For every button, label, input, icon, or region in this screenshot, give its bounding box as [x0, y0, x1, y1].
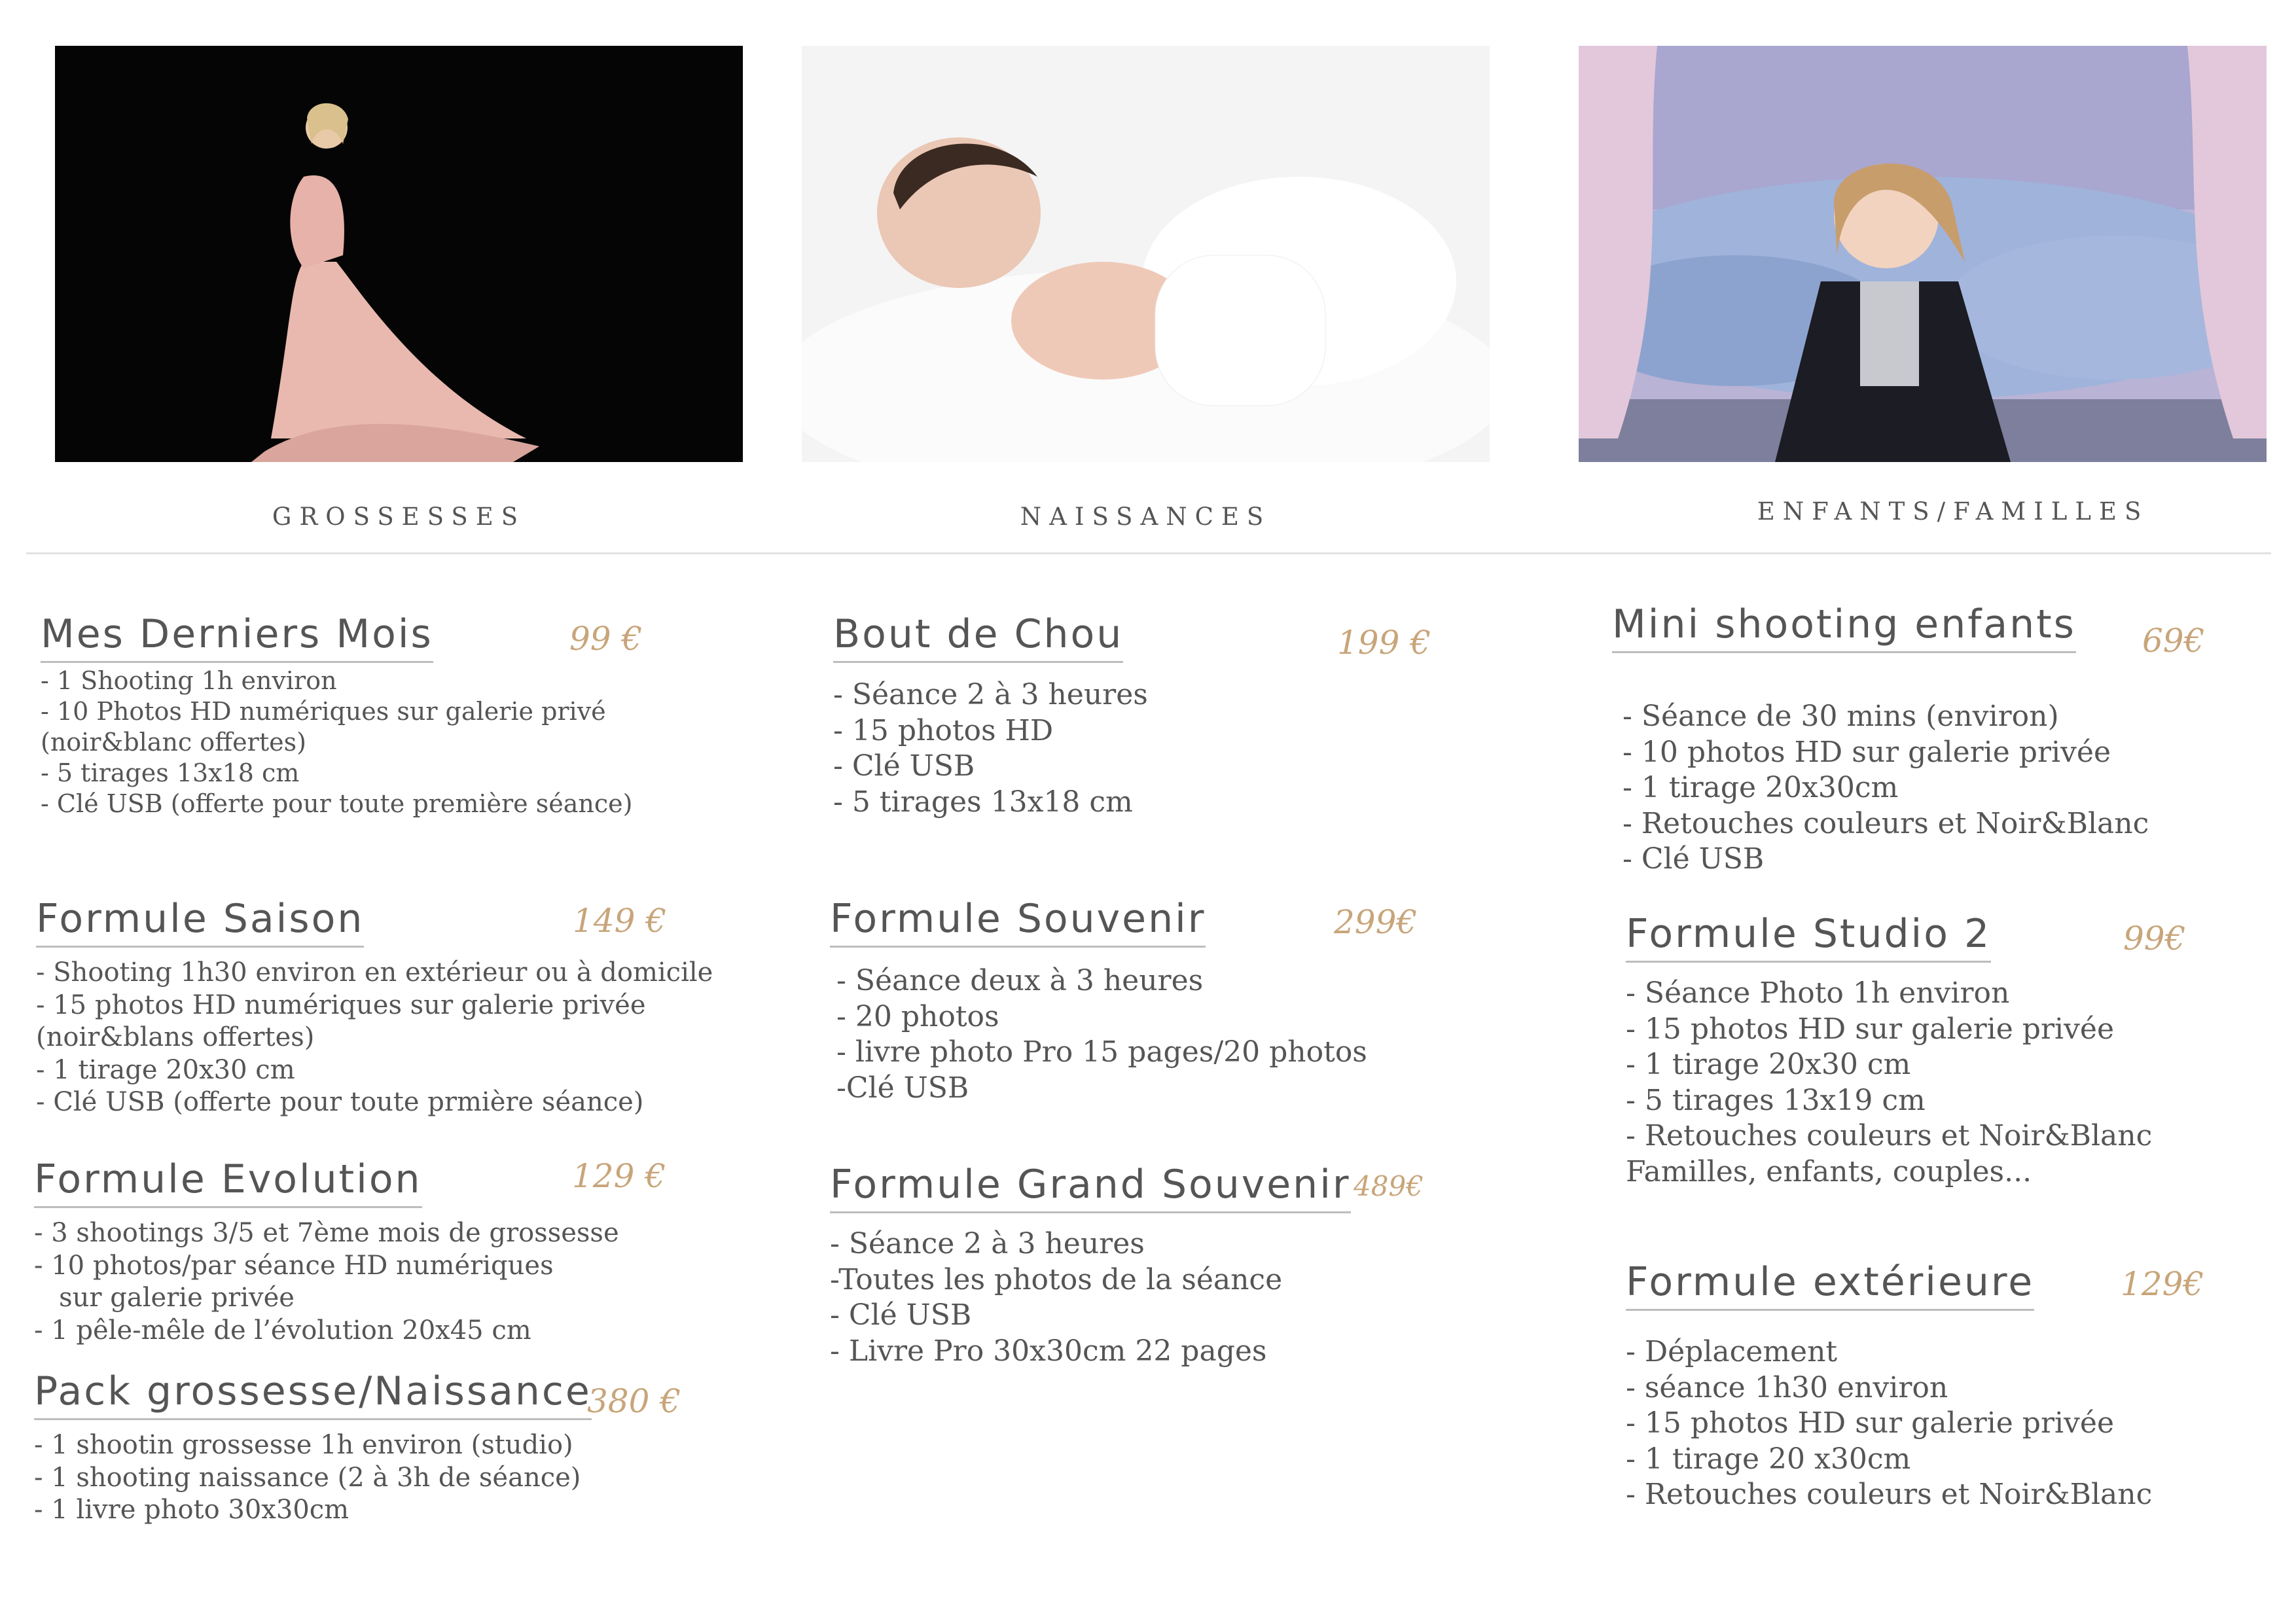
feature-item: - 15 photos HD numériques sur galerie privée [36, 990, 646, 1020]
package-mini-shooting-enfants [1612, 602, 2267, 878]
package-formule-souvenir [830, 897, 1484, 1106]
feature-item: - Séance de 30 mins (environ) [1623, 700, 2059, 733]
package-title: Mes Derniers Mois [41, 612, 433, 663]
feature-item: - Clé USB (offerte pour toute première séance) [41, 789, 633, 819]
feature-item: (noir&blans offertes) [36, 1022, 315, 1053]
feature-item: - Séance 2 à 3 heures [833, 678, 1148, 711]
child-photo [1579, 46, 2267, 462]
feature-item: - 5 tirages 13x19 cm [1626, 1083, 1926, 1117]
feature-item: - 1 pêle-mêle de l’évolution 20x45 cm [34, 1315, 531, 1346]
feature-item: - Clé USB [1623, 842, 1765, 876]
feature-item: - 1 tirage 20x30 cm [1626, 1048, 1911, 1082]
feature-item: - Déplacement [1626, 1335, 1838, 1368]
package-title: Formule Evolution [34, 1157, 422, 1208]
package-bout-de-chou [833, 612, 1488, 820]
category-enfants-familles: ENFANTS/FAMILLES [1757, 497, 2149, 526]
package-price: 99€ [2123, 919, 2186, 957]
package-title: Formule Souvenir [830, 897, 1206, 948]
feature-item: - 10 photos HD sur galerie privée [1623, 735, 2111, 769]
feature-item: (noir&blanc offertes) [41, 728, 306, 757]
package-price: 380 € [587, 1382, 681, 1420]
feature-item: - 10 photos/par séance HD numériques [34, 1250, 554, 1281]
feature-item: - 15 photos HD sur galerie privée [1626, 1406, 2114, 1440]
package-features [41, 666, 754, 820]
package-price: 199 € [1337, 624, 1431, 662]
section-divider [26, 552, 2271, 554]
feature-item: - Retouches couleurs et Noir&Blanc [1623, 806, 2149, 840]
package-title: Bout de Chou [833, 612, 1123, 663]
feature-item: - 1 shootin grossesse 1h environ (studio) [34, 1430, 573, 1460]
package-price: 299€ [1334, 903, 1418, 941]
feature-item: sur galerie privée [34, 1283, 295, 1313]
package-formule-exterieure [1626, 1260, 2267, 1513]
feature-item: - séance 1h30 environ [1626, 1370, 1948, 1404]
package-price: 129 € [572, 1157, 666, 1195]
feature-item: - 3 shootings 3/5 et 7ème mois de grossesse [34, 1218, 619, 1248]
package-title: Formule Saison [36, 897, 364, 948]
package-formule-studio-2 [1626, 912, 2267, 1190]
feature-item: -Clé USB [836, 1071, 969, 1105]
feature-item: - Shooting 1h30 environ en extérieur ou à domicile [36, 957, 713, 988]
package-features [34, 1217, 754, 1347]
package-formule-evolution [34, 1157, 754, 1347]
newborn-photo [802, 46, 1490, 462]
package-price: 69€ [2142, 622, 2205, 660]
feature-item: - 5 tirages 13x18 cm [833, 785, 1133, 819]
feature-item: - Retouches couleurs et Noir&Blanc [1626, 1119, 2153, 1153]
package-mes-derniers-mois [41, 612, 754, 820]
feature-item: Familles, enfants, couples... [1626, 1154, 2032, 1188]
package-features [36, 957, 769, 1119]
package-title: Pack grossesse/Naissance [34, 1369, 592, 1420]
feature-item: - 1 tirage 20x30cm [1623, 771, 1899, 805]
category-grossesses: GROSSESSES [272, 503, 526, 531]
package-features [1626, 976, 2267, 1190]
maternity-photo [55, 46, 743, 462]
feature-item: - Clé USB [830, 1298, 972, 1332]
category-naissances: NAISSANCES [1020, 503, 1272, 531]
package-price: 99 € [569, 620, 643, 658]
feature-item: - 1 shooting naissance (2 à 3h de séance) [34, 1462, 581, 1493]
feature-item: - Livre Pro 30x30cm 22 pages [830, 1334, 1267, 1368]
package-title: Mini shooting enfants [1612, 602, 2076, 653]
package-features [830, 1226, 1484, 1369]
package-price: 129€ [2121, 1265, 2204, 1303]
package-title: Formule Grand Souvenir [830, 1162, 1351, 1213]
package-formule-saison [36, 897, 769, 1119]
feature-item: - 1 tirage 20x30 cm [36, 1054, 295, 1085]
feature-item: - 1 livre photo 30x30cm [34, 1495, 350, 1525]
feature-item: - 20 photos [836, 999, 999, 1033]
package-features [836, 963, 1484, 1106]
feature-item: - Séance 2 à 3 heures [830, 1227, 1145, 1260]
feature-item: - Clé USB [833, 749, 975, 783]
package-features [833, 677, 1488, 820]
package-formule-grand-souvenir [830, 1162, 1484, 1369]
feature-item: - 1 tirage 20 x30cm [1626, 1442, 1911, 1476]
package-features [34, 1429, 754, 1527]
package-price: 489€ [1354, 1170, 1424, 1202]
feature-item: - livre photo Pro 15 pages/20 photos [836, 1035, 1367, 1069]
feature-item: - 1 Shooting 1h environ [41, 666, 337, 695]
package-features [1626, 1334, 2267, 1513]
package-title: Formule Studio 2 [1626, 912, 1991, 963]
feature-item: - Clé USB (offerte pour toute prmière séance) [36, 1087, 644, 1118]
package-price: 149 € [573, 902, 667, 940]
feature-item: - 15 photos HD [833, 713, 1054, 747]
package-pack-grossesse-naissance [34, 1369, 754, 1527]
feature-item: - Séance deux à 3 heures [836, 964, 1204, 997]
package-title: Formule extérieure [1626, 1260, 2034, 1311]
feature-item: - 15 photos HD sur galerie privée [1626, 1012, 2114, 1046]
feature-item: - 5 tirages 13x18 cm [41, 758, 300, 788]
feature-item: - Séance Photo 1h environ [1626, 976, 2010, 1010]
feature-item: -Toutes les photos de la séance [830, 1262, 1283, 1296]
feature-item: - 10 Photos HD numériques sur galerie privé [41, 697, 606, 726]
package-features [1623, 699, 2267, 878]
feature-item: - Retouches couleurs et Noir&Blanc [1626, 1478, 2153, 1512]
